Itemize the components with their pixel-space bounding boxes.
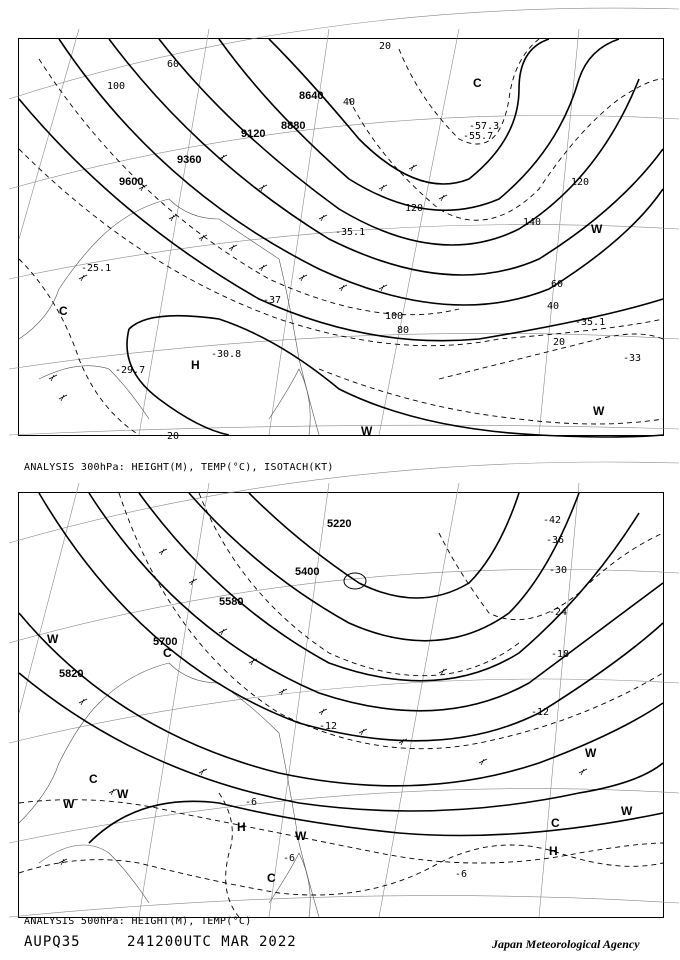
isotach-label: 100 — [385, 311, 404, 322]
warm-center-symbol: W — [621, 804, 633, 818]
isotherm-label: -6 — [283, 853, 296, 864]
height-label: 5820 — [59, 668, 84, 680]
high-center-symbol: H — [191, 358, 200, 372]
warm-center-symbol: W — [361, 424, 373, 438]
height-label: 9120 — [241, 128, 266, 140]
isotherm-label: -12 — [531, 707, 550, 718]
height-contours — [19, 493, 663, 843]
high-center-symbol: H — [549, 844, 558, 858]
isotherm-label: -30 — [549, 565, 568, 576]
isotherm-lines — [19, 493, 663, 917]
temp-label: -57.3 — [469, 121, 500, 132]
warm-center-symbol: W — [295, 829, 307, 843]
height-label: 9600 — [119, 176, 144, 188]
height-label: 9360 — [177, 154, 202, 166]
isotach-labels — [107, 41, 589, 442]
height-label: 5700 — [153, 636, 178, 648]
cold-center-symbol: C — [89, 772, 98, 786]
warm-center-symbol: W — [117, 787, 129, 801]
pressure-symbols — [47, 632, 633, 885]
temp-label: -35.1 — [335, 227, 366, 238]
chart-500hpa-caption: ANALYSIS 500hPa: HEIGHT(M), TEMP(°C) — [24, 916, 252, 927]
temp-label: -35.1 — [575, 317, 606, 328]
isotherm-label: -6 — [245, 797, 258, 808]
warm-center-symbol: W — [585, 746, 597, 760]
isotherm-label: -36 — [546, 535, 565, 546]
isotach-label: 120 — [405, 203, 424, 214]
isotach-label: 80 — [397, 325, 410, 336]
height-contours — [19, 39, 663, 437]
cold-center-symbol: C — [267, 871, 276, 885]
warm-center-symbol: W — [593, 404, 605, 418]
warm-center-symbol: W — [47, 632, 59, 646]
temp-label: -25.1 — [81, 263, 112, 274]
isotherm-label: -12 — [319, 721, 338, 732]
isotach-label: 120 — [571, 177, 590, 188]
isotach-label: 20 — [553, 337, 566, 348]
isotach-label: 40 — [343, 97, 356, 108]
isotach-label: 100 — [107, 81, 126, 92]
graticule — [9, 462, 679, 917]
isotherm-label: -18 — [551, 649, 570, 660]
cold-center-symbol: C — [473, 76, 482, 90]
isotherm-label: -6 — [455, 869, 468, 880]
cold-center-symbol: C — [59, 304, 68, 318]
high-center-symbol: H — [237, 820, 246, 834]
valid-time: 241200UTC MAR 2022 — [127, 934, 297, 950]
height-label: 8880 — [281, 120, 306, 132]
height-label: 5580 — [219, 596, 244, 608]
product-id: AUPQ35 — [24, 934, 81, 950]
isotach-label: 60 — [551, 279, 564, 290]
isotherm-label: -24 — [549, 607, 568, 618]
height-label: 8640 — [299, 90, 324, 102]
temp-label: -29.7 — [115, 365, 146, 376]
isotach-label: 140 — [523, 217, 542, 228]
agency-name: Japan Meteorological Agency — [492, 937, 640, 951]
cold-center-symbol: C — [163, 646, 172, 660]
isotach-label: 20 — [379, 41, 392, 52]
graticule — [9, 8, 679, 435]
isotach-label: 20 — [167, 431, 180, 442]
isotach-label: 40 — [547, 301, 560, 312]
chart-300hpa-caption: ANALYSIS 300hPa: HEIGHT(M), TEMP(°C), ISOTACH(KT) — [24, 462, 334, 473]
warm-center-symbol: W — [591, 222, 603, 236]
temp-label: -30.8 — [211, 349, 242, 360]
chart-500hpa — [18, 492, 664, 918]
temp-label: -33 — [623, 353, 642, 364]
temp-label: -37 — [263, 295, 282, 306]
height-label: 5400 — [295, 566, 320, 578]
warm-center-symbol: W — [63, 797, 75, 811]
chart-300hpa-svg — [19, 39, 663, 442]
temp-label: -55.7 — [463, 131, 494, 142]
chart-500hpa-svg — [19, 493, 663, 917]
isotach-label: 60 — [167, 59, 180, 70]
isotherm-label: -42 — [543, 515, 562, 526]
station-barbs — [59, 549, 587, 865]
cold-center-symbol: C — [551, 816, 560, 830]
height-labels — [59, 518, 351, 680]
chart-300hpa — [18, 38, 664, 442]
height-label: 5220 — [327, 518, 352, 530]
